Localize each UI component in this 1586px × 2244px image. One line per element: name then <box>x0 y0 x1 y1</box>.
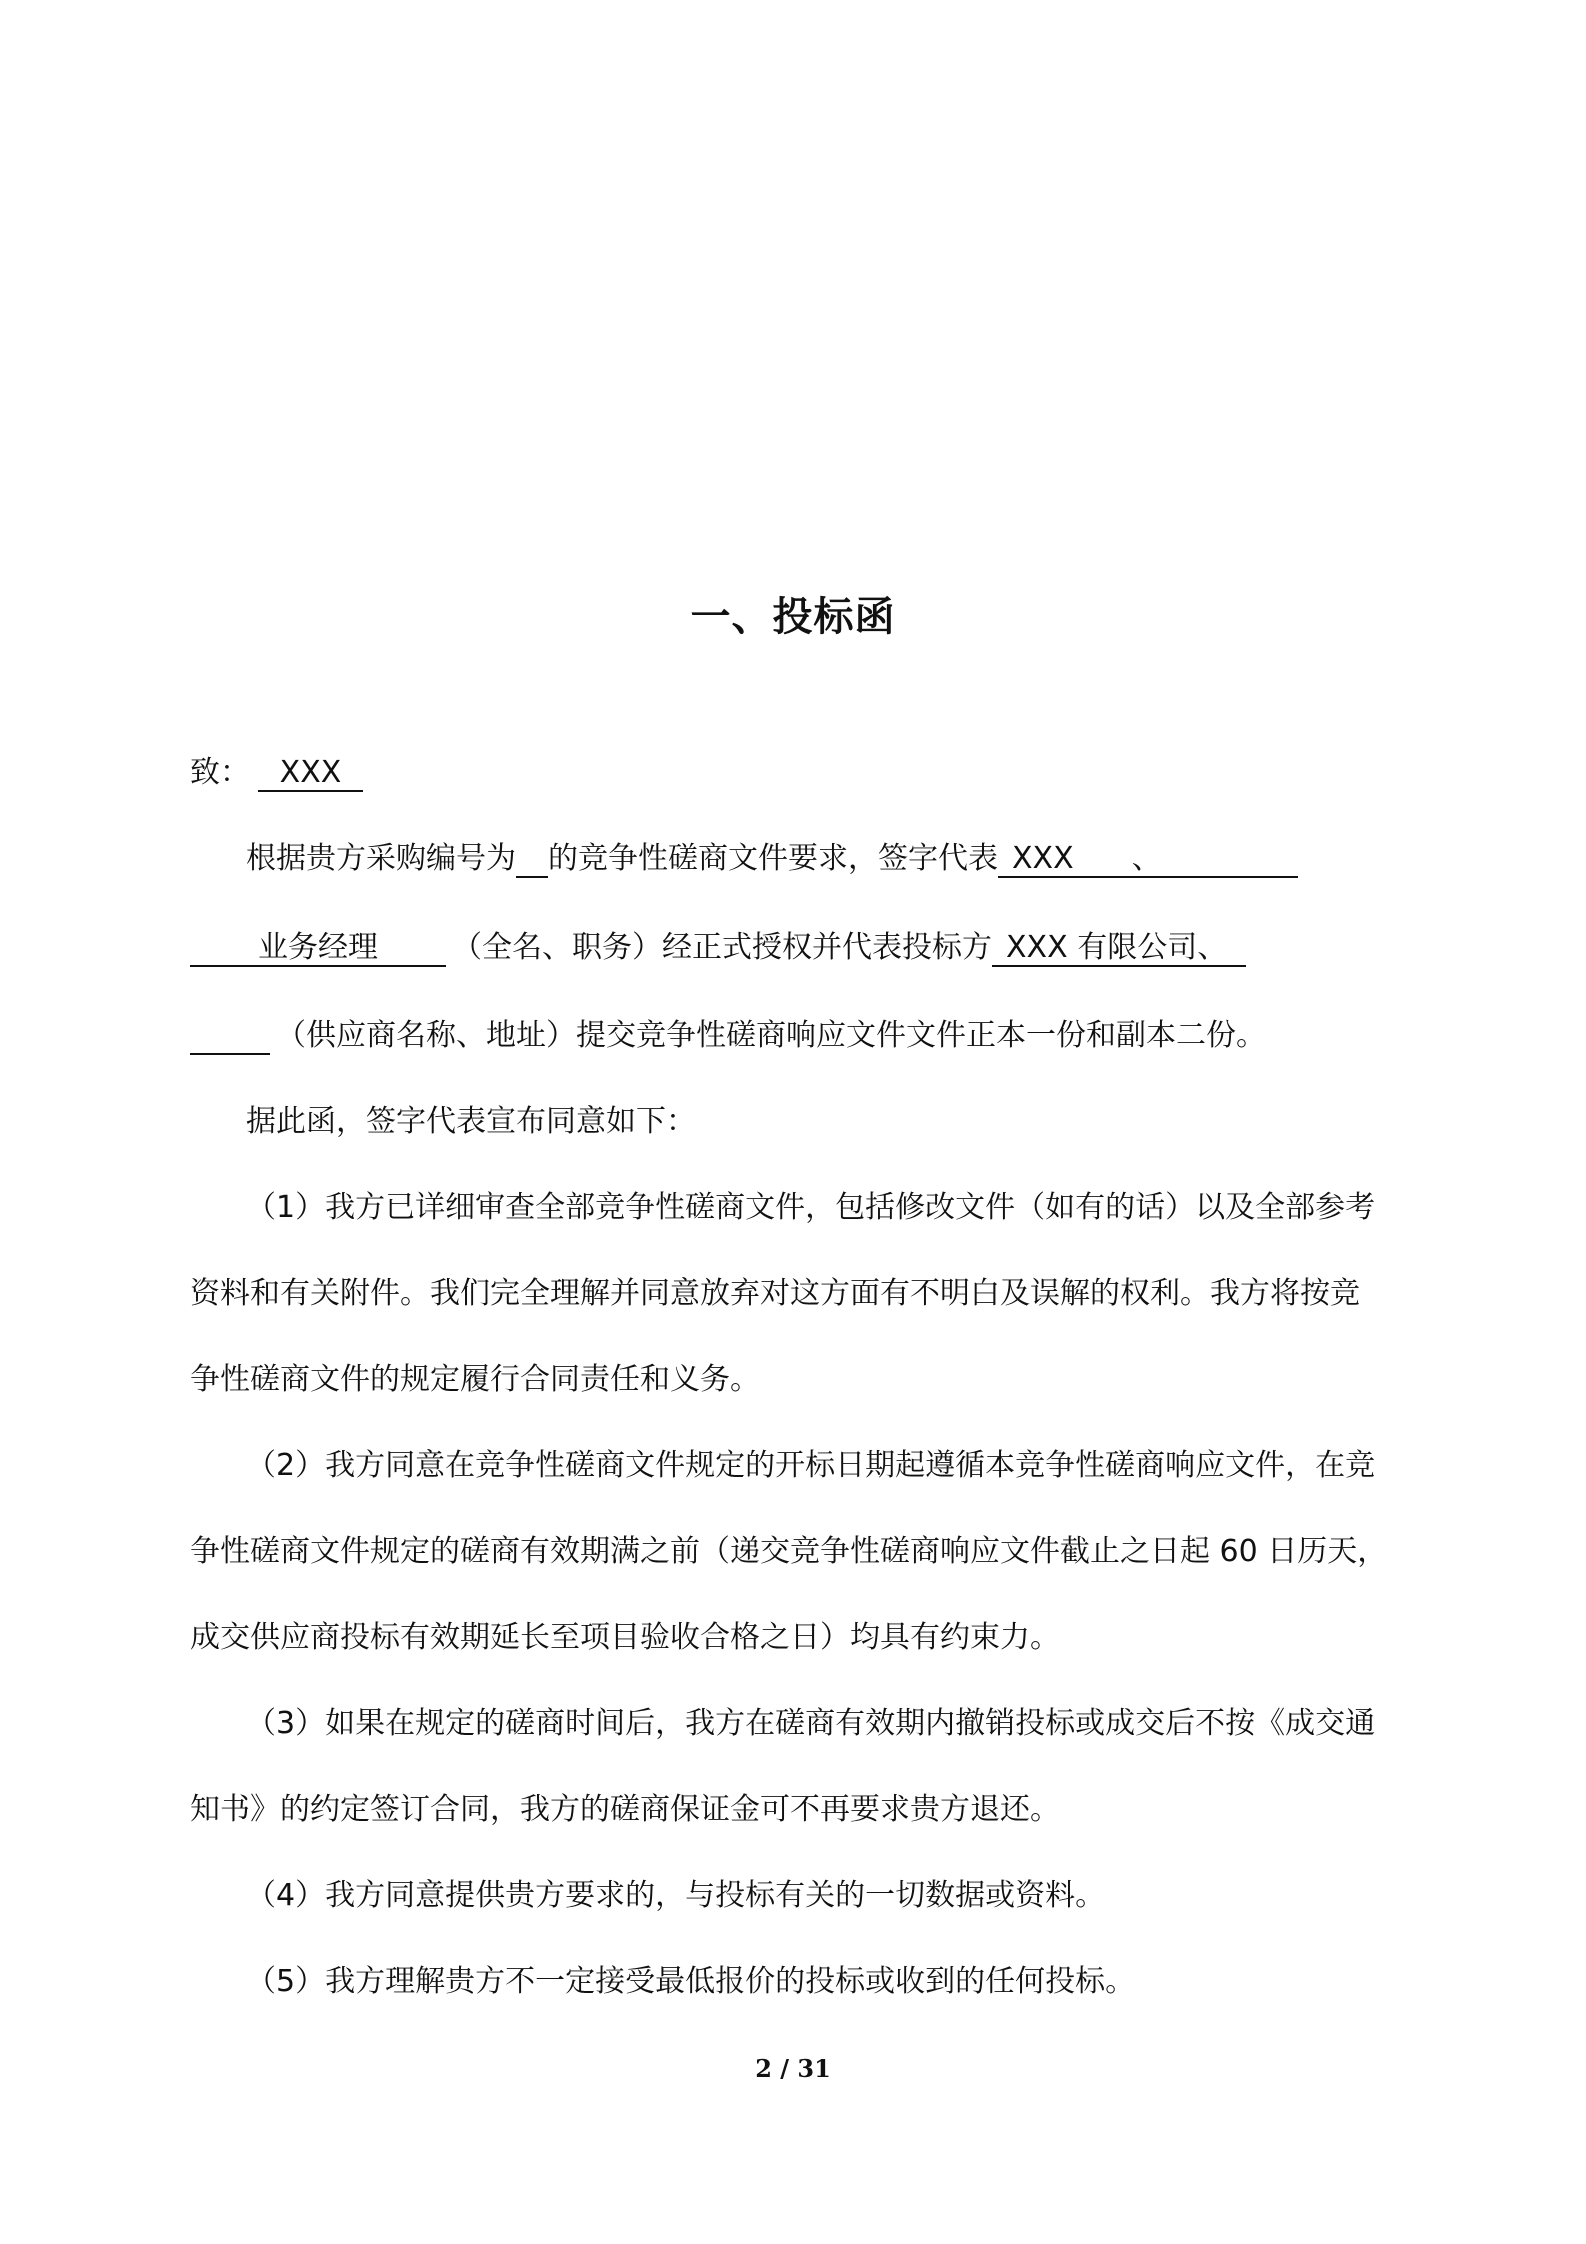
item-1-line-2: 资料和有关附件。我们完全理解并同意放弃对这方面有不明白及误解的权利。我方将按竞 <box>190 1276 1360 1311</box>
address-blank <box>190 1019 270 1055</box>
intro-line-3 <box>190 1016 1266 1056</box>
intro-mid: 的竞争性磋商文件要求，签字代表 <box>548 841 998 876</box>
item-2-line-3: 成交供应商投标有效期延长至项目验收合格之日）均具有约束力。 <box>190 1620 1060 1655</box>
item-2-line-2: 争性磋商文件规定的磋商有效期满之前（递交竞争性磋商响应文件截止之日起 60 日历天， <box>190 1534 1388 1569</box>
recipient-value: XXX <box>258 756 363 792</box>
intro-line-1 <box>246 839 1298 879</box>
item-5-line-1: （5）我方理解贵方不一定接受最低报价的投标或收到的任何投标。 <box>246 1964 1136 1999</box>
procurement-number-blank <box>516 842 548 878</box>
item-1-line-1: （1）我方已详细审查全部竞争性磋商文件，包括修改文件（如有的话）以及全部参考 <box>246 1190 1376 1225</box>
recipient-line <box>190 753 363 793</box>
item-3-line-2: 知书》的约定签订合同，我方的磋商保证金可不再要求贵方退还。 <box>190 1792 1060 1827</box>
recipient-label: 致： <box>190 755 250 790</box>
signer-field <box>998 842 1298 878</box>
item-1-line-3: 争性磋商文件的规定履行合同责任和义务。 <box>190 1362 760 1397</box>
page-title: 一、投标函 <box>690 594 896 640</box>
item-2-line-1: （2）我方同意在竞争性磋商文件规定的开标日期起遵循本竞争性磋商响应文件，在竞 <box>246 1448 1376 1483</box>
item-3-line-1: （3）如果在规定的磋商时间后，我方在磋商有效期内撤销投标或成交后不按《成交通 <box>246 1706 1376 1741</box>
intro-mid-2: （全名、职务）经正式授权并代表投标方 <box>452 930 992 965</box>
company-field: XXX 有限公司、 <box>992 931 1246 967</box>
intro-text-3: （供应商名称、地址）提交竞争性磋商响应文件文件正本一份和副本二份。 <box>276 1018 1266 1053</box>
signer-separator: 、 <box>1131 841 1162 876</box>
signer-name: XXX <box>1012 841 1074 876</box>
item-4-line-1: （4）我方同意提供贵方要求的，与投标有关的一切数据或资料。 <box>246 1878 1106 1913</box>
page-number: 2 / 31 <box>755 2054 831 2083</box>
intro-line-2 <box>190 928 1246 968</box>
intro-prefix: 根据贵方采购编号为 <box>246 841 516 876</box>
declaration-line: 据此函，签字代表宣布同意如下： <box>246 1104 696 1139</box>
position-field: 业务经理 <box>190 931 446 967</box>
